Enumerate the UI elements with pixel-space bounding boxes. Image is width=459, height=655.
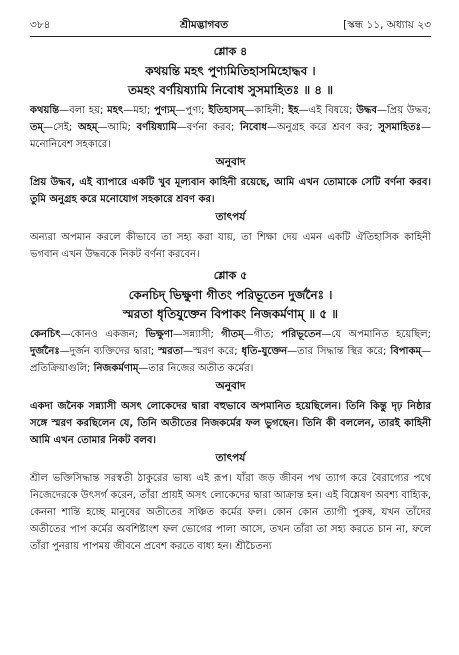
synonym-meaning: —কোনও একজন; [60, 329, 146, 340]
synonym-word: স্মরতা [158, 346, 184, 357]
sloka-5-purport-heading: তাৎপর্য [215, 452, 246, 464]
synonym-meaning: —তার নিজের অতীত কর্মের। [138, 363, 254, 374]
sloka-4-label: শ্লোক ৪ [213, 45, 248, 58]
synonym-word: সুসমাহিতঃ [378, 122, 421, 133]
synonym-word: কথয়ন্তি [30, 105, 60, 116]
sloka-4-line-1: কথয়ন্তি মহৎ পুণ্যমিতিহাসমিহোদ্ধব । [145, 64, 316, 78]
sloka-5-synonyms [30, 326, 431, 377]
sloka-5-translation: একদা জনৈক সন্ন্যাসী অসৎ লোকেদের দ্বারা বহুভাবে অপমানিত হয়েছিলেন। তিনি কিন্তু দৃঢ় নিষ্ঠার সঙ্গে স্মরণ করছিলেন যে, তিনি অতীতের নিজকর্মের ফল ভুগছেন। তিনি কী বললেন, তারই কাহিনী আমি এখন তোমার নিকট বলব। [30, 401, 431, 446]
synonym-meaning: —পুণ্য; [175, 105, 209, 116]
sloka-4-translation: প্রিয় উদ্ধব, এই ব্যাপারে একটি খুব মূল্যবান কাহিনী রয়েছে, আমি এখন তোমাকে সেটি বর্ণনা করব। তুমি অনুগ্রহ করে মনোযোগ সহকারে শ্রবণ কর। [30, 177, 431, 205]
sloka-4-purport-heading: তাৎপর্য [215, 211, 246, 223]
synonym-meaning: —সন্ন্যাসী; [172, 329, 222, 340]
synonym-meaning: —বর্ণনা করব; [176, 122, 241, 133]
book-title: শ্রীমদ্ভাগবত [180, 19, 229, 31]
synonym-meaning: —তার সিদ্ধান্ত স্থির করে; [287, 346, 391, 357]
chapter-reference: [স্কন্ধ ১১, অধ্যায় ২৩ [343, 19, 431, 31]
sloka-5-purport: শ্রীল ভক্তিসিদ্ধান্ত সরস্বতী ঠাকুরের ভাষ্য এই রূপ। যাঁরা জড় জীবন পথ ত্যাগ করে বৈরাগ্যের পথে নিজেদেরকে উৎসর্গ করেন, তাঁরা প্রায়ই অসৎ লোকেদের দ্বারা আক্রান্ত হন। এই বিশ্লেষণ অবশ্য বাহ্যিক, কেননা শান্তি হচ্ছে মানুষের অতীতের সঞ্চিত কর্মের ফল। কোন কোন ত্যাগী পুরুষ, যখন তাঁদের অতীতের পাপ কর্মের অবশিষ্টাংশ ফল ভোগের পালা আসে, তখন তাঁরা তা সহ্য করতে চান না, ফলে তাঁরা পুনরায় পাপময় জীবনে প্রবেশ করতে বাধ্য হন। শ্রীচৈতন্য [30, 473, 431, 552]
sloka-5-verse [30, 286, 431, 324]
synonym-meaning: —আমি; [97, 122, 137, 133]
synonym-meaning: —যে অপমানিত হয়েছিল; [321, 329, 431, 340]
synonym-word: মহৎ [107, 105, 124, 116]
synonym-word: তম্ [30, 122, 44, 133]
synonym-meaning: —প্রিয় উদ্ধব; [376, 105, 431, 116]
synonym-word: গীতম্ [221, 329, 244, 340]
synonym-word: কেনচিৎ [30, 329, 61, 340]
synonym-word: পুণ্যম্ [154, 105, 176, 116]
synonym-meaning: —মহা; [123, 105, 155, 116]
synonym-meaning: —কাহিনী; [244, 105, 289, 116]
synonym-word: বিপাকম্ [390, 346, 421, 357]
synonym-word: ইহ [288, 105, 299, 116]
synonym-word: ভিক্ষুণা [145, 329, 173, 340]
synonym-word: বর্ণয়িষ্যামি [136, 122, 177, 133]
synonym-meaning: —সেই; [43, 122, 78, 133]
sloka-5-label: শ্লোক ৫ [213, 269, 248, 282]
synonym-meaning: —মনোনিবেশ সহকারে। [30, 122, 431, 150]
sloka-5-translation-heading: অনুবাদ [215, 380, 246, 392]
synonym-word: উদ্ধব [356, 105, 377, 116]
sloka-5-line-2: স্মরতা ধৃতিযুক্তেন বিপাকং নিজকর্মণাম্ ॥ ৫ ॥ [122, 307, 339, 321]
sloka-4-translation-heading: অনুবাদ [215, 156, 246, 168]
page-header [30, 14, 431, 36]
synonym-meaning: —দুর্জন ব্যক্তিদের দ্বারা; [59, 346, 159, 357]
synonym-meaning: —গীত; [243, 329, 282, 340]
synonym-word: ইতিহাসম্ [208, 105, 245, 116]
sloka-4-purport: অন্যরা অপমান করলে কীভাবে তা সহ্য করা যায়, তা শিক্ষা দেয় এমন একটি ঐতিহাসিক কাহিনী ভগবান এখন উদ্ধবকে নিকট বর্ণনা করবেন। [30, 232, 431, 260]
sloka-4-line-2: তমহং বর্ণয়িষ্যামি নিবোধ সুসমাহিতঃ ॥ ৪ ॥ [127, 83, 334, 97]
synonym-meaning: —প্রতিক্রিয়াগুলি; [30, 346, 431, 374]
synonym-word: দুর্জনৈঃ [30, 346, 60, 357]
sloka-4-synonyms [30, 102, 431, 153]
header-divider [30, 36, 431, 37]
synonym-word: অহম্ [78, 122, 98, 133]
synonym-meaning: —অনুগ্রহ করে শ্রবণ কর; [266, 122, 379, 133]
sloka-5-line-1: কেনচিদ্ ভিক্ষুণা গীতং পরিভূতেন দুর্জনৈঃ । [128, 288, 333, 302]
synonym-word: নিজকর্মণাম্ [93, 363, 139, 374]
synonym-word: পরিভূতেন [281, 329, 322, 340]
synonym-meaning: —স্মরণ করে; [183, 346, 242, 357]
synonym-meaning: —বলা হয়; [59, 105, 108, 116]
sloka-4-verse [30, 62, 431, 100]
synonym-word: নিবোধ [240, 122, 267, 133]
page-number: ৩৮৪ [30, 19, 51, 31]
synonym-meaning: —এই বিষয়ে; [298, 105, 357, 116]
synonym-word: ধৃতি-যুক্তেন [241, 346, 288, 357]
